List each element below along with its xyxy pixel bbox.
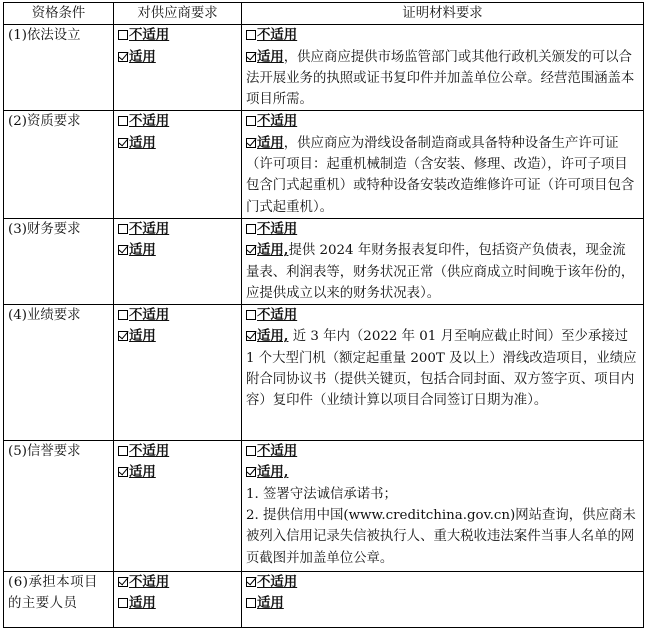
checkbox-icon[interactable] <box>118 116 128 126</box>
option-not-applicable[interactable] <box>118 572 237 593</box>
condition-cell: (1)依法设立 <box>4 25 114 111</box>
option-applicable[interactable] <box>118 593 237 614</box>
checkbox-icon[interactable] <box>118 598 128 608</box>
checked-box-icon[interactable] <box>246 138 256 148</box>
option-label: 适用 <box>129 242 156 259</box>
materials-cell <box>242 572 644 628</box>
option-applicable[interactable] <box>118 240 237 261</box>
checked-box-icon[interactable] <box>118 577 128 587</box>
header-condition: 资格条件 <box>4 3 114 25</box>
materials-cell <box>242 218 644 304</box>
materials-text <box>246 133 639 218</box>
checkbox-icon[interactable] <box>118 224 128 234</box>
checked-box-icon[interactable] <box>246 467 256 477</box>
option-not-applicable[interactable] <box>246 305 639 326</box>
applicable-lead: 适用, <box>257 242 289 259</box>
requirement-item: 2. 提供信用中国(www.creditchina.gov.cn)网站查询，供应商未被列入信用记录失信被执行人、重大税收违法案件当事人名单的网页截图并加盖单位公章。 <box>246 508 636 566</box>
option-not-applicable[interactable] <box>118 25 237 46</box>
checked-box-icon[interactable] <box>246 245 256 255</box>
checkbox-icon[interactable] <box>246 310 256 320</box>
requirement-item: 1. 签署守法诚信承诺书； <box>246 486 397 502</box>
option-label: 适用 <box>129 595 156 612</box>
option-not-applicable[interactable] <box>246 111 639 132</box>
option-label: 适用 <box>129 328 156 345</box>
materials-text <box>246 462 639 483</box>
table-row <box>4 305 644 441</box>
option-label: 不适用 <box>129 113 170 130</box>
option-label: 适用 <box>129 464 156 481</box>
option-label: 适用 <box>257 595 284 612</box>
table-row <box>4 218 644 304</box>
condition-cell: (4)业绩要求 <box>4 305 114 441</box>
requirement-text: 近 3 年内（2022 年 01 月至响应截止时间）至少承接过 1 个大型门机（额定起重量 200T 及以上）滑线改造项目，业绩应附合同协议书（提供关键页，包括合同封面、双方签字页、项目内容）复印件（业绩计算以项目合同签订日期为准）。 <box>246 329 637 409</box>
option-label: 不适用 <box>129 220 170 237</box>
option-not-applicable[interactable] <box>118 111 237 132</box>
supplier-cell <box>114 572 242 628</box>
applicable-lead: 适用 <box>257 134 284 151</box>
condition-cell: (2)资质要求 <box>4 111 114 218</box>
option-label: 不适用 <box>257 113 298 130</box>
materials-cell <box>242 441 644 572</box>
supplier-cell <box>114 111 242 218</box>
header-materials: 证明材料要求 <box>242 3 644 25</box>
option-applicable[interactable] <box>118 133 237 154</box>
supplier-cell <box>114 25 242 111</box>
option-not-applicable[interactable] <box>118 305 237 326</box>
requirement-text: ，供应商应为滑线设备制造商或具备特种设备生产许可证（许可项目：起重机械制造（含安装、修理、改造），许可子项目包含门式起重机）或特种设备安装改造维修许可证（许可项目包含门式起重机）。 <box>246 135 635 215</box>
option-label: 不适用 <box>129 443 170 460</box>
checked-box-icon[interactable] <box>118 138 128 148</box>
option-applicable[interactable] <box>118 462 237 483</box>
checkbox-icon[interactable] <box>118 446 128 456</box>
materials-cell <box>242 305 644 441</box>
condition-cell: (5)信誉要求 <box>4 441 114 572</box>
applicable-lead: 适用 <box>257 48 284 65</box>
option-not-applicable[interactable] <box>118 441 237 462</box>
checkbox-icon[interactable] <box>246 30 256 40</box>
option-not-applicable[interactable] <box>246 441 639 462</box>
option-applicable[interactable] <box>118 326 237 347</box>
table-row <box>4 111 644 218</box>
header-supplier: 对供应商要求 <box>114 3 242 25</box>
requirement-text: ，供应商应提供市场监管部门或其他行政机关颁发的可以合法开展业务的执照或证书复印件并加盖单位公章。经营范围涵盖本项目所需。 <box>246 49 635 108</box>
checked-box-icon[interactable] <box>118 52 128 62</box>
option-label: 不适用 <box>257 443 298 460</box>
option-not-applicable[interactable] <box>246 219 639 240</box>
option-label: 不适用 <box>257 27 298 44</box>
checkbox-icon[interactable] <box>118 310 128 320</box>
option-label: 适用 <box>129 48 156 65</box>
option-not-applicable[interactable] <box>118 219 237 240</box>
option-label: 不适用 <box>129 574 170 591</box>
supplier-cell <box>114 305 242 441</box>
requirement-text: 提供 2024 年财务报表复印件，包括资产负债表，现金流量表、利润表等，财务状况正常（供应商成立时间晚于该年份的，应提供成立以来的财务状况表）。 <box>246 243 635 301</box>
checked-box-icon[interactable] <box>246 331 256 341</box>
option-label: 不适用 <box>129 27 170 44</box>
option-label: 不适用 <box>257 574 298 591</box>
option-label: 适用 <box>129 134 156 151</box>
checkbox-icon[interactable] <box>246 446 256 456</box>
table-body <box>4 25 644 628</box>
option-label: 不适用 <box>129 307 170 324</box>
materials-cell <box>242 25 644 111</box>
materials-text <box>246 326 639 411</box>
table-row <box>4 572 644 628</box>
supplier-cell <box>114 441 242 572</box>
table-row <box>4 441 644 572</box>
option-not-applicable[interactable] <box>246 25 639 46</box>
option-label: 不适用 <box>257 307 298 324</box>
qualification-table <box>3 2 644 628</box>
checkbox-icon[interactable] <box>246 598 256 608</box>
checked-box-icon[interactable] <box>118 467 128 477</box>
header-row <box>4 3 644 25</box>
condition-cell: (3)财务要求 <box>4 218 114 304</box>
materials-cell <box>242 111 644 218</box>
checkbox-icon[interactable] <box>246 116 256 126</box>
checked-box-icon[interactable] <box>118 331 128 341</box>
supplier-cell <box>114 218 242 304</box>
option-applicable[interactable] <box>118 47 237 68</box>
checked-box-icon[interactable] <box>246 577 256 587</box>
materials-text <box>246 240 639 304</box>
option-not-applicable[interactable] <box>246 572 639 593</box>
checked-box-icon[interactable] <box>118 245 128 255</box>
condition-cell: (6)承担本项目的主要人员 <box>4 572 114 628</box>
checked-box-icon[interactable] <box>246 52 256 62</box>
applicable-lead: 适用, <box>257 328 289 345</box>
option-applicable[interactable] <box>246 593 639 614</box>
table-row <box>4 25 644 111</box>
option-label: 不适用 <box>257 220 298 237</box>
applicable-lead: 适用, <box>257 464 289 481</box>
checkbox-icon[interactable] <box>246 224 256 234</box>
materials-text <box>246 47 639 111</box>
checkbox-icon[interactable] <box>118 30 128 40</box>
